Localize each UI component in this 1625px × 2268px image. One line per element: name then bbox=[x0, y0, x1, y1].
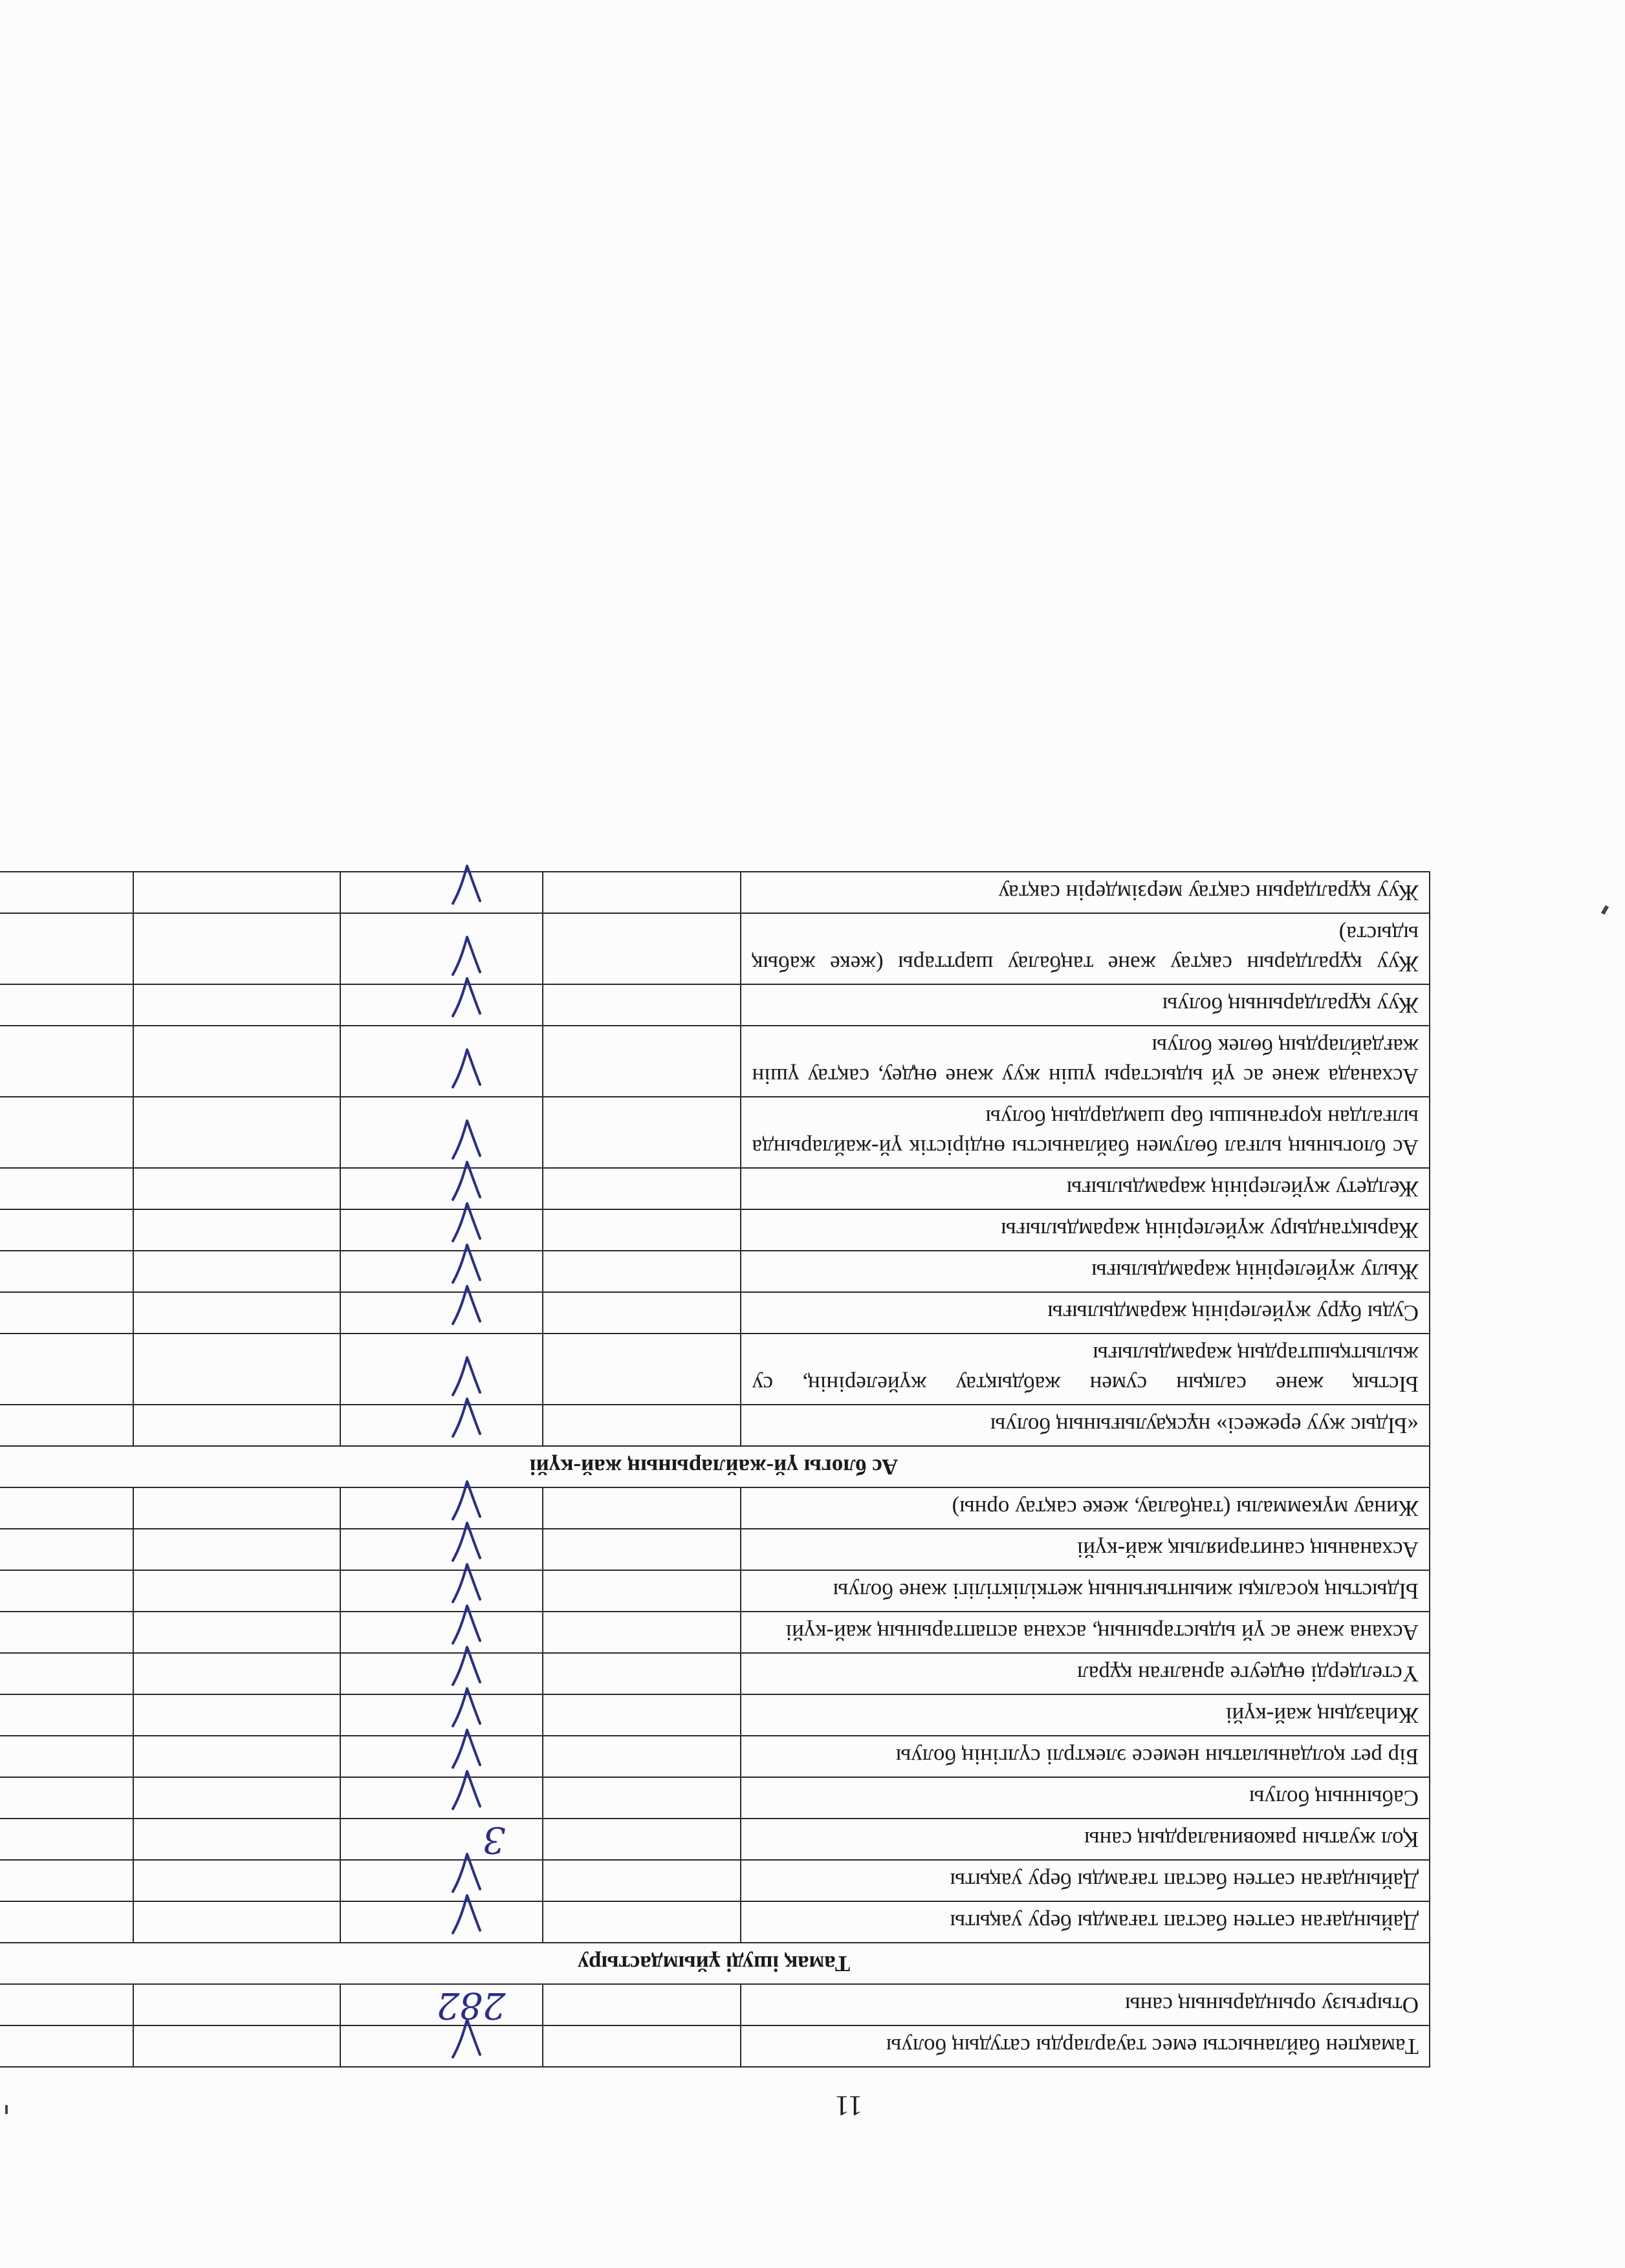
checkmark-icon bbox=[448, 1683, 486, 1729]
checkmark-icon bbox=[448, 1394, 486, 1439]
table-row bbox=[0, 1405, 1430, 1446]
answer-cell-2 bbox=[340, 1570, 543, 1612]
answer-cell-2 bbox=[340, 1097, 543, 1168]
table-row bbox=[0, 1984, 1430, 2025]
answer-cell-4 bbox=[0, 1612, 133, 1653]
criterion-text: Желдету жүйелерінің жарамдылығы bbox=[741, 1168, 1430, 1209]
handwritten-mark bbox=[351, 1298, 532, 1328]
answer-cell-4 bbox=[0, 1901, 133, 1943]
checkmark-icon bbox=[448, 1157, 486, 1202]
answer-cell-4 bbox=[0, 2025, 133, 2067]
answer-cell-2 bbox=[340, 1168, 543, 1209]
answer-cell-2 bbox=[340, 1860, 543, 1901]
answer-cell-3 bbox=[133, 1777, 340, 1819]
answer-cell-4 bbox=[0, 1292, 133, 1334]
criterion-text: Жылу жүйелерінің жарамдылығы bbox=[741, 1251, 1430, 1292]
answer-cell-3 bbox=[133, 1570, 340, 1612]
answer-cell-1 bbox=[543, 872, 741, 913]
handwritten-mark bbox=[351, 1535, 532, 1564]
answer-cell-3 bbox=[133, 1529, 340, 1570]
checkmark-icon bbox=[448, 932, 486, 977]
checkmark-icon bbox=[448, 1116, 486, 1161]
criterion-text: Бір рет қолданылатын немесе электрлі сүлгінің болуы bbox=[741, 1736, 1430, 1777]
answer-cell-4 bbox=[0, 984, 133, 1026]
handwritten-mark bbox=[351, 1783, 532, 1813]
table-row bbox=[0, 984, 1430, 1026]
answer-cell-3 bbox=[133, 1292, 340, 1334]
handwritten-mark bbox=[351, 1866, 532, 1895]
answer-cell-2 bbox=[340, 1292, 543, 1334]
answer-cell-3 bbox=[133, 984, 340, 1026]
answer-cell-1 bbox=[543, 1405, 741, 1446]
answer-cell-3 bbox=[133, 1653, 340, 1694]
handwritten-mark bbox=[351, 1576, 532, 1606]
answer-cell-1 bbox=[543, 1984, 741, 2025]
answer-cell-3 bbox=[133, 1168, 340, 1209]
answer-cell-4 bbox=[0, 1529, 133, 1570]
criterion-text: Жинау мүкәммалы (таңбалау, жеке сақтау орны) bbox=[741, 1487, 1430, 1529]
answer-cell-3 bbox=[133, 2025, 340, 2067]
handwritten-mark bbox=[351, 1369, 532, 1399]
answer-cell-2 bbox=[340, 1334, 543, 1405]
handwritten-mark bbox=[351, 2031, 532, 2061]
table-row bbox=[0, 1612, 1430, 1653]
answer-cell-4 bbox=[0, 1984, 133, 2025]
handwritten-value: 282 bbox=[436, 1984, 506, 2026]
table-row bbox=[0, 1860, 1430, 1901]
answer-cell-4 bbox=[0, 1209, 133, 1251]
answer-cell-1 bbox=[543, 1694, 741, 1736]
handwritten-mark bbox=[351, 1061, 532, 1091]
answer-cell-4 bbox=[0, 1334, 133, 1405]
handwritten-mark bbox=[351, 1257, 532, 1286]
table-row bbox=[0, 2025, 1430, 2067]
table-row bbox=[0, 1251, 1430, 1292]
answer-cell-3 bbox=[133, 1860, 340, 1901]
answer-cell-4 bbox=[0, 1777, 133, 1819]
answer-cell-2 bbox=[340, 1405, 543, 1446]
criterion-text: Дайындаған сәттен бастап тағамды беру уақыты bbox=[741, 1860, 1430, 1901]
answer-cell-4 bbox=[0, 1251, 133, 1292]
criterion-text: Асхана және ас үй ыдыстарының, асхана аспаптарының жай-күйі bbox=[741, 1612, 1430, 1653]
answer-cell-4 bbox=[0, 1097, 133, 1168]
handwritten-mark bbox=[351, 949, 532, 978]
section-row bbox=[0, 1943, 1430, 1984]
handwritten-mark bbox=[351, 1215, 532, 1245]
answer-cell-2 bbox=[340, 1736, 543, 1777]
criterion-text: Қол жуатын раковиналардың саны bbox=[741, 1819, 1430, 1860]
table-row bbox=[0, 1292, 1430, 1334]
criterion-text: Асханада және ас үй ыдыстары үшін жуу және өңдеу, сақтау үшін жағдайлардың бөлек болуы bbox=[741, 1026, 1430, 1097]
section-heading: Тамақ ішуді ұйымдастыру bbox=[0, 1943, 1430, 1984]
answer-cell-3 bbox=[133, 1984, 340, 2025]
table-row bbox=[0, 1694, 1430, 1736]
table-row bbox=[0, 1097, 1430, 1168]
answer-cell-1 bbox=[543, 1819, 741, 1860]
answer-cell-3 bbox=[133, 1819, 340, 1860]
checklist-body bbox=[0, 872, 1430, 2067]
answer-cell-1 bbox=[543, 1612, 741, 1653]
answer-cell-4 bbox=[0, 1860, 133, 1901]
answer-cell-4 bbox=[0, 1168, 133, 1209]
handwritten-mark bbox=[351, 1410, 532, 1440]
answer-cell-4 bbox=[0, 1570, 133, 1612]
criterion-text: Тамақпен байланысты емес тауарларды сатудың болуы bbox=[741, 2025, 1430, 2067]
table-row bbox=[0, 1529, 1430, 1570]
answer-cell-1 bbox=[543, 1292, 741, 1334]
answer-cell-4 bbox=[0, 1736, 133, 1777]
answer-cell-1 bbox=[543, 2025, 741, 2067]
answer-cell-4 bbox=[0, 1653, 133, 1694]
checkmark-icon bbox=[448, 1766, 486, 1811]
handwritten-mark bbox=[351, 1742, 532, 1771]
answer-cell-1 bbox=[543, 913, 741, 984]
answer-cell-2 bbox=[340, 872, 543, 913]
handwritten-mark bbox=[351, 1907, 532, 1937]
answer-cell-1 bbox=[543, 1251, 741, 1292]
table-row bbox=[0, 1209, 1430, 1251]
criterion-text: Суды бұру жүйелерінің жарамдылығы bbox=[741, 1292, 1430, 1334]
answer-cell-3 bbox=[133, 1901, 340, 1943]
table-row bbox=[0, 1168, 1430, 1209]
answer-cell-2 bbox=[340, 2025, 543, 2067]
answer-cell-1 bbox=[543, 1026, 741, 1097]
answer-cell-4 bbox=[0, 1405, 133, 1446]
answer-cell-1 bbox=[543, 1168, 741, 1209]
handwritten-mark bbox=[351, 1819, 532, 1861]
table-row bbox=[0, 872, 1430, 913]
answer-cell-1 bbox=[543, 1653, 741, 1694]
answer-cell-3 bbox=[133, 872, 340, 913]
answer-cell-3 bbox=[133, 1612, 340, 1653]
answer-cell-2 bbox=[340, 1984, 543, 2025]
answer-cell-1 bbox=[543, 1487, 741, 1529]
checklist-table bbox=[0, 871, 1430, 2068]
handwritten-mark bbox=[351, 990, 532, 1020]
handwritten-mark bbox=[351, 878, 532, 907]
checkmark-icon bbox=[448, 1281, 486, 1326]
table-row bbox=[0, 1901, 1430, 1943]
handwritten-mark bbox=[351, 1700, 532, 1730]
criterion-text: Ыстық және салқын сумен жабдықтау жүйелерінің, су жылытқыштардың жарамдылығы bbox=[741, 1334, 1430, 1405]
checkmark-icon bbox=[448, 1476, 486, 1522]
answer-cell-1 bbox=[543, 1860, 741, 1901]
answer-cell-1 bbox=[543, 984, 741, 1026]
criterion-text: Жуу құралдарын сақтау және таңбалау шарттары (жеке жабық ыдыста) bbox=[741, 913, 1430, 984]
checkmark-icon bbox=[448, 1642, 486, 1687]
handwritten-mark bbox=[351, 1132, 532, 1162]
answer-cell-3 bbox=[133, 1694, 340, 1736]
criterion-text: Отырғызу орындарының саны bbox=[741, 1984, 1430, 2025]
criterion-text: Жуу құралдарын сақтау мерзімдерін сақтау bbox=[741, 872, 1430, 913]
answer-cell-2 bbox=[340, 913, 543, 984]
checkmark-icon bbox=[448, 1198, 486, 1244]
table-row bbox=[0, 1653, 1430, 1694]
checkmark-icon bbox=[448, 1601, 486, 1646]
criterion-text: Дайындаған сәттен бастап тағамды беру уақыты bbox=[741, 1901, 1430, 1943]
table-row bbox=[0, 1736, 1430, 1777]
criterion-text: Сабынның болуы bbox=[741, 1777, 1430, 1819]
answer-cell-2 bbox=[340, 1529, 543, 1570]
checkmark-icon bbox=[448, 1352, 486, 1398]
section-row bbox=[0, 1446, 1430, 1487]
answer-cell-3 bbox=[133, 913, 340, 984]
answer-cell-4 bbox=[0, 1026, 133, 1097]
criterion-text: Жарықтандыру жүйелерінің жарамдылығы bbox=[741, 1209, 1430, 1251]
answer-cell-4 bbox=[0, 1487, 133, 1529]
criterion-text: Ыдыстың қосалқы жиынтығының жеткіліктілігі және болуы bbox=[741, 1570, 1430, 1612]
handwritten-value: 3 bbox=[482, 1819, 506, 1861]
answer-cell-1 bbox=[543, 1901, 741, 1943]
criterion-text: Үстелдерді өңдеуге арналған құрал bbox=[741, 1653, 1430, 1694]
answer-cell-4 bbox=[0, 1694, 133, 1736]
handwritten-mark bbox=[351, 1493, 532, 1523]
answer-cell-3 bbox=[133, 1736, 340, 1777]
answer-cell-2 bbox=[340, 1694, 543, 1736]
answer-cell-2 bbox=[340, 1026, 543, 1097]
answer-cell-3 bbox=[133, 1026, 340, 1097]
answer-cell-4 bbox=[0, 913, 133, 984]
checkmark-icon bbox=[448, 1725, 486, 1770]
answer-cell-1 bbox=[543, 1097, 741, 1168]
handwritten-mark bbox=[351, 1659, 532, 1689]
handwritten-mark bbox=[351, 1174, 532, 1204]
answer-cell-2 bbox=[340, 1209, 543, 1251]
answer-cell-1 bbox=[543, 1529, 741, 1570]
table-row bbox=[0, 1777, 1430, 1819]
answer-cell-2 bbox=[340, 1819, 543, 1860]
table-row bbox=[0, 1819, 1430, 1860]
checkmark-icon bbox=[448, 1044, 486, 1090]
criterion-text: Жиһаздың жай-күйі bbox=[741, 1694, 1430, 1736]
answer-cell-3 bbox=[133, 1405, 340, 1446]
scan-artifact bbox=[5, 2105, 8, 2114]
checkmark-icon bbox=[448, 1559, 486, 1604]
table-row bbox=[0, 1026, 1430, 1097]
answer-cell-2 bbox=[340, 1777, 543, 1819]
checkmark-icon bbox=[448, 1240, 486, 1285]
criterion-text: Жуу құралдарының болуы bbox=[741, 984, 1430, 1026]
answer-cell-2 bbox=[340, 1901, 543, 1943]
criterion-text: Ас блогының ылғал бөлумен байланысты өндірістік үй-жайларында ылғалдан қорғанышы бар шамдардың болуы bbox=[741, 1097, 1430, 1168]
answer-cell-1 bbox=[543, 1334, 741, 1405]
checkmark-icon bbox=[448, 973, 486, 1019]
answer-cell-3 bbox=[133, 1097, 340, 1168]
answer-cell-4 bbox=[0, 1819, 133, 1860]
handwritten-mark bbox=[351, 1617, 532, 1647]
answer-cell-4 bbox=[0, 872, 133, 913]
answer-cell-2 bbox=[340, 1251, 543, 1292]
checkmark-icon bbox=[448, 1890, 486, 1936]
answer-cell-2 bbox=[340, 1612, 543, 1653]
checkmark-icon bbox=[448, 1518, 486, 1563]
checkmark-icon bbox=[448, 1849, 486, 1894]
table-row bbox=[0, 1487, 1430, 1529]
answer-cell-3 bbox=[133, 1487, 340, 1529]
criterion-text: Асхананың санитариялық жай-күйі bbox=[741, 1529, 1430, 1570]
answer-cell-2 bbox=[340, 1653, 543, 1694]
table-row bbox=[0, 913, 1430, 984]
table-row bbox=[0, 1334, 1430, 1405]
section-heading: Ас блогы үй-жайларының жай-күйі bbox=[0, 1446, 1430, 1487]
criterion-text: «Ыдыс жуу ережесі» нұсқаулығының болуы bbox=[741, 1405, 1430, 1446]
table-row bbox=[0, 1570, 1430, 1612]
answer-cell-3 bbox=[133, 1334, 340, 1405]
page-number: 11 bbox=[834, 2090, 863, 2122]
checkmark-icon bbox=[448, 861, 486, 906]
answer-cell-1 bbox=[543, 1777, 741, 1819]
answer-cell-3 bbox=[133, 1209, 340, 1251]
answer-cell-3 bbox=[133, 1251, 340, 1292]
answer-cell-1 bbox=[543, 1736, 741, 1777]
answer-cell-1 bbox=[543, 1209, 741, 1251]
answer-cell-1 bbox=[543, 1570, 741, 1612]
answer-cell-2 bbox=[340, 1487, 543, 1529]
answer-cell-2 bbox=[340, 984, 543, 1026]
handwritten-mark bbox=[351, 1984, 532, 2026]
